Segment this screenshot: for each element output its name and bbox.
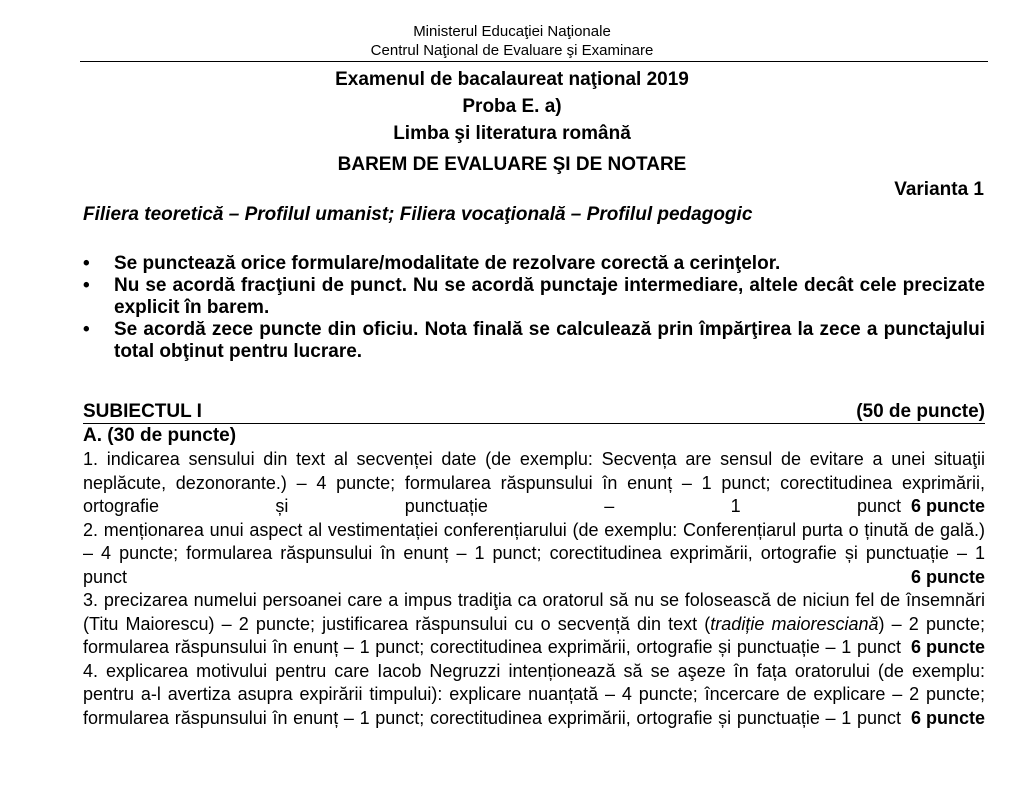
header-divider	[80, 61, 988, 62]
barem-title: BAREM DE EVALUARE ŞI DE NOTARE	[337, 154, 687, 175]
rule-item: • Nu se acordă fracţiuni de punct. Nu se acordă punctaje intermediare, altele decât cele precizate explicit în barem.	[83, 275, 985, 319]
section-heading	[83, 401, 985, 424]
filiera-line: Filiera teoretică – Profilul umanist; Filiera vocaţională – Profilul pedagogic	[83, 204, 753, 225]
subject-title: Limba şi literatura română	[393, 123, 631, 144]
section-points: (50 de puncte)	[856, 401, 985, 422]
item-text: 1. indicarea sensului din text al secvenței date (de exemplu: Secvența are sensul de evitare a unei situaţii neplăcute, dezonorante.) – 4 puncte; formularea răspunsului în enunț – 1 punct; corectitudinea exprimării, ortografie și punctuație – 1 punct	[83, 449, 985, 516]
scoring-item-1	[83, 448, 985, 519]
item-points: 6 puncte	[910, 707, 985, 728]
exam-title: Examenul de bacalaureat naţional 2019	[335, 69, 689, 90]
item-text: 2. menționarea unui aspect al vestimentației conferențiarului (de exemplu: Conferențiarul purta o ținută de gală.) – 4 puncte; formularea răspunsului în enunț – 1 punct; corectitudinea exprimării, ortografie și punctuație – 1 punct	[83, 519, 985, 587]
rule-item: • Se acordă zece puncte din oficiu. Nota finală se calculează prin împărţirea la zece a punctajului total obţinut pentru lucrare.	[83, 319, 985, 363]
scoring-items	[83, 448, 985, 730]
item-points: 6 puncte	[910, 496, 985, 516]
rule-item: • Se punctează orice formulare/modalitate de rezolvare corectă a cerinţelor.	[83, 253, 985, 275]
part-a-heading: A. (30 de puncte)	[83, 425, 237, 446]
scoring-item-3	[83, 589, 985, 660]
scoring-item-2	[83, 519, 985, 590]
ministry-header: Ministerul Educaţiei Naţionale	[413, 23, 611, 40]
item-italic-quote: tradiție maioresciană	[710, 613, 879, 634]
item-text: ) – 2 puncte; formularea răspunsului în enunț – 1 punct; corectitudinea exprimării, ortografie și punctuație – 1 punct	[83, 613, 985, 657]
variant-label: Varianta 1	[894, 179, 984, 200]
center-header: Centrul Naţional de Evaluare şi Examinare	[370, 42, 654, 59]
scoring-item-4	[83, 660, 985, 731]
item-text: 4. explicarea motivului pentru care Iacob Negruzzi intenționează să se aşeze în fața oratorului (de exemplu: pentru a-l avertiza asupra expirării timpului): explicare nuanțată – 4 puncte; încercare de explicare – 2 puncte; formularea răspunsului în enunț – 1 punct; corectitudinea exprimării, ortografie și punctuație – 1 punct	[83, 660, 985, 728]
item-text: 3. precizarea numelui persoanei care a impus tradiţia ca oratorul să nu se folosească de niciun fel de însemnări (Titu Maiorescu) – 2 puncte; justificarea răspunsului cu o secvență din text (	[83, 590, 985, 634]
general-rules-list	[83, 253, 985, 363]
item-points: 6 puncte	[910, 637, 985, 657]
proba-title: Proba E. a)	[462, 96, 562, 117]
section-title: SUBIECTUL I	[83, 401, 202, 422]
item-points: 6 puncte	[910, 566, 985, 587]
